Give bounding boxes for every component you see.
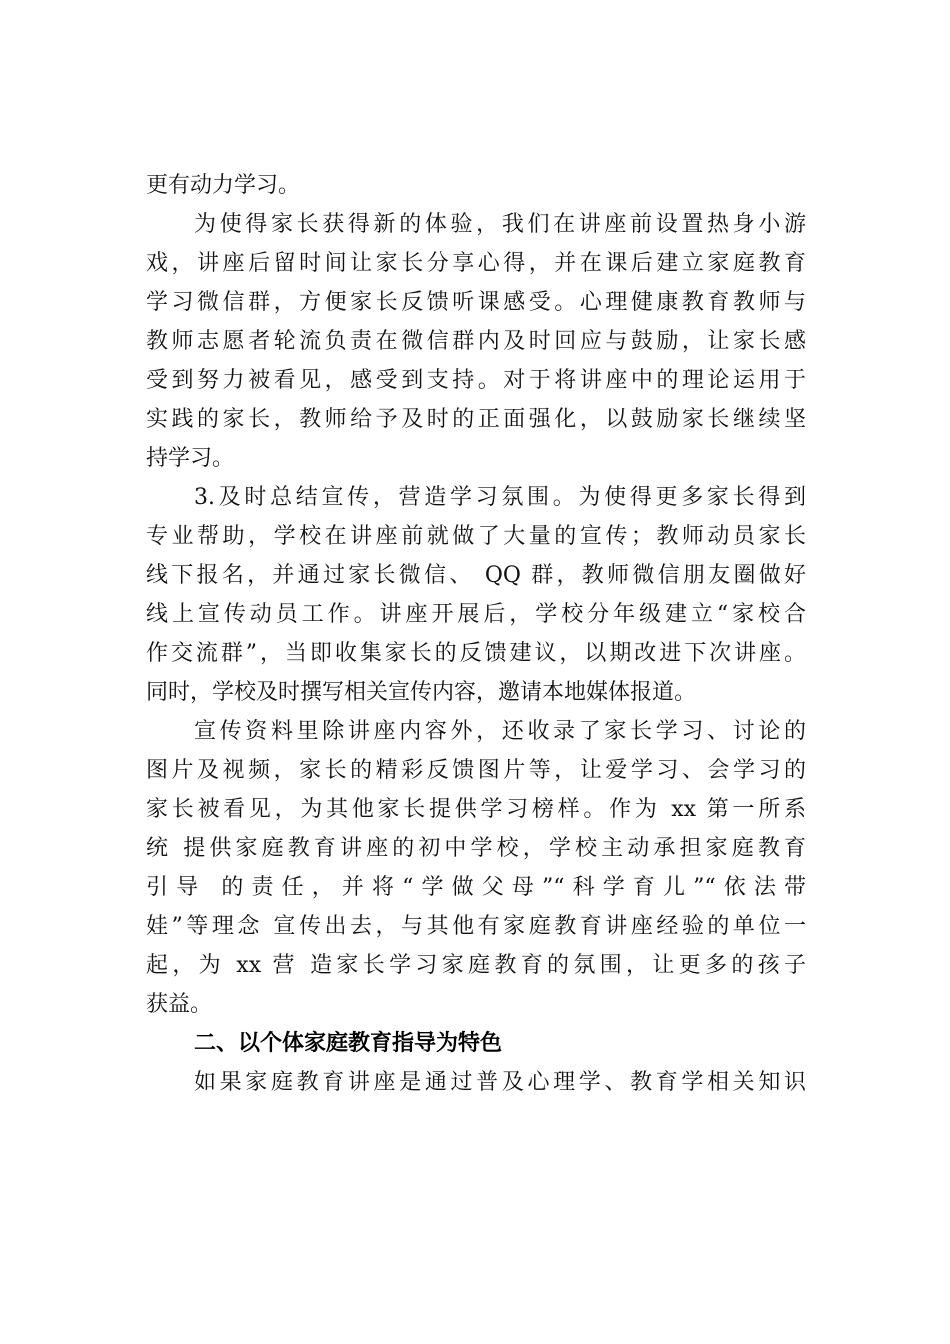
text-line: 统 提供家庭教育讲座的初中学校，学校主动承担家庭教育: [146, 836, 806, 861]
text-line: 如果家庭教育讲座是通过普及心理学、教育学相关知识: [194, 1070, 806, 1095]
text-line: 图片及视频，家长的精彩反馈图片等，让爱学习、会学习的: [146, 758, 806, 783]
text-line: 3.及时总结宣传，营造学习氛围。为使得更多家长得到: [194, 485, 806, 510]
text-line: 专业帮助，学校在讲座前就做了大量的宣传；教师动员家长: [146, 524, 806, 549]
text-line: 引导 的责任，并将“学做父母”“科学育儿”“依法带: [146, 875, 806, 900]
text-line: 戏，讲座后留时间让家长分享心得，并在课后建立家庭教育: [146, 251, 806, 276]
text-line: 为使得家长获得新的体验，我们在讲座前设置热身小游: [194, 212, 806, 237]
text-line: 家长被看见，为其他家长提供学习榜样。作为 xx 第一所系: [146, 797, 806, 822]
text-line: 同时，学校及时撰写相关宣传内容，邀请本地媒体报道。: [146, 680, 697, 705]
document-body: [146, 166, 806, 1102]
text-line: 更有动力学习。: [146, 173, 301, 198]
text-line: 教师志愿者轮流负责在微信群内及时回应与鼓励，让家长感: [146, 329, 806, 354]
text-line: 获益。: [146, 992, 213, 1017]
section-heading: 二、以个体家庭教育指导为特色: [194, 1031, 503, 1056]
text-line: 娃”等理念 宣传出去，与其他有家庭教育讲座经验的单位一: [146, 914, 806, 939]
text-line: 宣传资料里除讲座内容外，还收录了家长学习、讨论的: [194, 719, 806, 744]
text-line: 受到努力被看见，感受到支持。对于将讲座中的理论运用于: [146, 368, 806, 393]
text-line: 学习微信群，方便家长反馈听课感受。心理健康教育教师与: [146, 290, 806, 315]
text-line: 实践的家长，教师给予及时的正面强化，以鼓励家长继续坚: [146, 407, 806, 432]
text-line: 线上宣传动员工作。讲座开展后，学校分年级建立“家校合: [146, 602, 806, 627]
text-line: 持学习。: [146, 446, 235, 471]
text-line: 作交流群”，当即收集家长的反馈建议，以期改进下次讲座。: [146, 641, 806, 666]
text-line: 线下报名，并通过家长微信、 QQ 群，教师微信朋友圈做好: [146, 563, 806, 588]
text-line: 起，为 xx 营 造家长学习家庭教育的氛围，让更多的孩子: [146, 953, 806, 978]
